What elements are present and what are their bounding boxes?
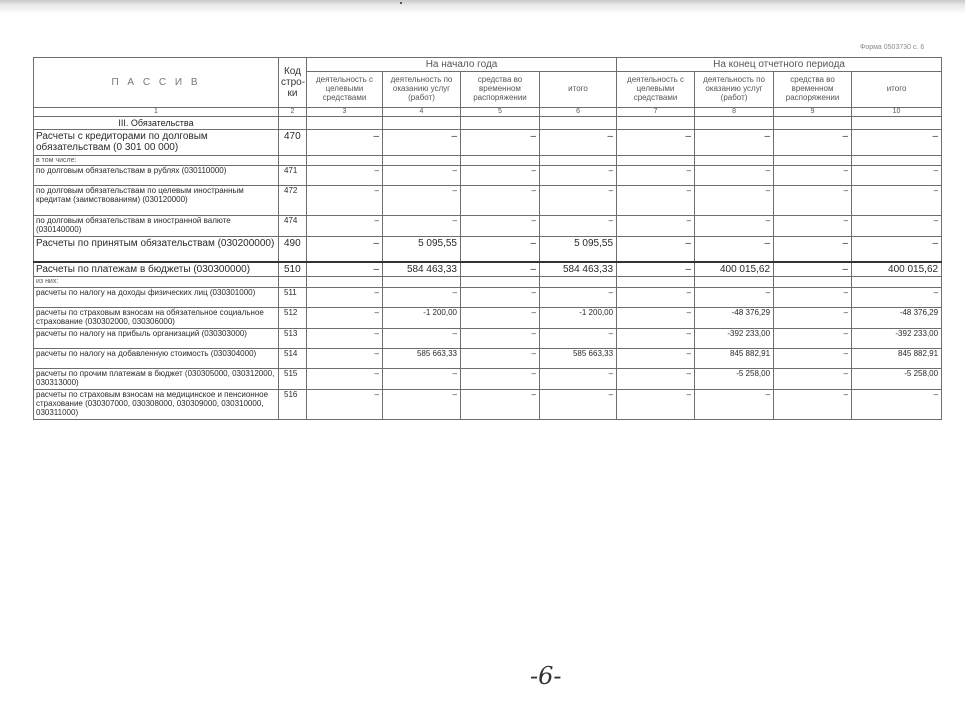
row-code: 490 <box>279 237 307 262</box>
cell-value: – <box>774 186 852 216</box>
cell-value <box>617 155 695 166</box>
cell-value: – <box>617 237 695 262</box>
cell-value: – <box>774 348 852 368</box>
cell-value: – <box>540 216 617 237</box>
cell-value <box>461 155 540 166</box>
cell-value: – <box>617 130 695 155</box>
cell-value: – <box>461 166 540 186</box>
cell-value <box>540 117 617 130</box>
end-of-period-header: На конец отчетного периода <box>617 58 942 72</box>
cell-value: – <box>461 237 540 262</box>
cell-value <box>774 155 852 166</box>
col-services-end: деятельность по оказанию услуг (работ) <box>695 72 774 108</box>
cell-value: 400 015,62 <box>695 262 774 277</box>
cell-value: – <box>774 237 852 262</box>
cell-value: – <box>383 328 461 348</box>
cell-value <box>617 117 695 130</box>
cell-value: – <box>307 130 383 155</box>
cell-value: 400 015,62 <box>852 262 942 277</box>
page-number: -6- <box>530 662 562 690</box>
row-label: Расчеты по принятым обязательствам (030200000) <box>34 237 279 262</box>
cell-value: – <box>383 389 461 419</box>
cell-value: -1 200,00 <box>383 307 461 328</box>
col-total-end: итого <box>852 72 942 108</box>
liabilities-table <box>33 57 942 420</box>
cell-value: – <box>461 287 540 307</box>
row-code: 472 <box>279 186 307 216</box>
cell-value: – <box>774 328 852 348</box>
table-row <box>34 307 942 328</box>
cell-value: – <box>852 130 942 155</box>
column-number: 6 <box>540 108 617 117</box>
row-label: в том числе: <box>34 155 279 166</box>
table-body <box>34 117 942 420</box>
cell-value: 585 663,33 <box>540 348 617 368</box>
cell-value: – <box>540 186 617 216</box>
column-number: 4 <box>383 108 461 117</box>
cell-value: 584 463,33 <box>383 262 461 277</box>
cell-value: – <box>383 287 461 307</box>
col-target-start: деятельность с целевыми средствами <box>307 72 383 108</box>
column-number: 9 <box>774 108 852 117</box>
cell-value: -48 376,29 <box>852 307 942 328</box>
row-code: 512 <box>279 307 307 328</box>
cell-value: – <box>695 130 774 155</box>
cell-value: – <box>617 186 695 216</box>
cell-value: – <box>617 307 695 328</box>
table-row <box>34 155 942 166</box>
cell-value: -392 233,00 <box>695 328 774 348</box>
cell-value: – <box>461 368 540 389</box>
cell-value <box>461 117 540 130</box>
scan-shadow <box>0 0 965 20</box>
table-row <box>34 166 942 186</box>
cell-value: – <box>307 307 383 328</box>
cell-value: – <box>774 262 852 277</box>
column-number: 1 <box>34 108 279 117</box>
cell-value: – <box>540 368 617 389</box>
table-row <box>34 237 942 262</box>
row-label: расчеты по прочим платежам в бюджет (030305000, 030312000, 030313000) <box>34 368 279 389</box>
cell-value: – <box>617 166 695 186</box>
cell-value: – <box>617 328 695 348</box>
cell-value: 845 882,91 <box>852 348 942 368</box>
row-label: расчеты по страховым взносам на обязательное социальное страхование (030302000, 030306000) <box>34 307 279 328</box>
cell-value: – <box>617 368 695 389</box>
cell-value <box>307 155 383 166</box>
cell-value: – <box>307 237 383 262</box>
cell-value: – <box>461 130 540 155</box>
cell-value: – <box>383 166 461 186</box>
cell-value: – <box>307 186 383 216</box>
cell-value: – <box>461 307 540 328</box>
col-temp-end: средства во временном распоряжении <box>774 72 852 108</box>
row-code: 471 <box>279 166 307 186</box>
cell-value: – <box>307 166 383 186</box>
cell-value: – <box>695 186 774 216</box>
cell-value <box>617 277 695 288</box>
table-row <box>34 328 942 348</box>
cell-value: -5 258,00 <box>852 368 942 389</box>
row-label: Расчеты с кредиторами по долговым обязательствам (0 301 00 000) <box>34 130 279 155</box>
row-code <box>279 117 307 130</box>
table-row <box>34 262 942 277</box>
cell-value <box>540 155 617 166</box>
cell-value: – <box>852 166 942 186</box>
cell-value: – <box>852 287 942 307</box>
cell-value <box>774 117 852 130</box>
column-number: 2 <box>279 108 307 117</box>
table-row <box>34 277 942 288</box>
cell-value: – <box>461 262 540 277</box>
cell-value: 5 095,55 <box>383 237 461 262</box>
row-code <box>279 155 307 166</box>
row-label: по долговым обязательствам в рублях (030110000) <box>34 166 279 186</box>
cell-value: – <box>852 216 942 237</box>
cell-value: – <box>695 389 774 419</box>
scan-dot <box>400 2 402 4</box>
cell-value <box>383 277 461 288</box>
row-label: по долговым обязательствам по целевым иностранным кредитам (заимствованиям) (030120000) <box>34 186 279 216</box>
cell-value: – <box>307 262 383 277</box>
cell-value: -5 258,00 <box>695 368 774 389</box>
cell-value <box>852 155 942 166</box>
cell-value: – <box>695 237 774 262</box>
cell-value: – <box>617 262 695 277</box>
cell-value: – <box>617 287 695 307</box>
cell-value <box>852 117 942 130</box>
cell-value: – <box>461 348 540 368</box>
cell-value: -392 233,00 <box>852 328 942 348</box>
cell-value: – <box>774 216 852 237</box>
row-code: 514 <box>279 348 307 368</box>
row-code: 474 <box>279 216 307 237</box>
form-code: Форма 0503730 с. 6 <box>860 44 925 51</box>
cell-value <box>540 277 617 288</box>
column-number: 8 <box>695 108 774 117</box>
col-total-start: итого <box>540 72 617 108</box>
row-label: по долговым обязательствам в иностранной валюте (030140000) <box>34 216 279 237</box>
cell-value: – <box>307 368 383 389</box>
cell-value: – <box>540 130 617 155</box>
cell-value: – <box>307 389 383 419</box>
column-number: 7 <box>617 108 695 117</box>
cell-value: – <box>774 368 852 389</box>
cell-value: – <box>307 328 383 348</box>
column-number-row <box>34 108 942 117</box>
cell-value: – <box>540 287 617 307</box>
cell-value: – <box>852 186 942 216</box>
cell-value: – <box>307 287 383 307</box>
cell-value <box>695 155 774 166</box>
table-row <box>34 117 942 130</box>
cell-value: – <box>852 389 942 419</box>
row-code: 513 <box>279 328 307 348</box>
cell-value: – <box>461 216 540 237</box>
cell-value <box>852 277 942 288</box>
row-label: расчеты по налогу на доходы физических лиц (030301000) <box>34 287 279 307</box>
row-code: 516 <box>279 389 307 419</box>
table-row <box>34 186 942 216</box>
cell-value: – <box>307 216 383 237</box>
table-row <box>34 287 942 307</box>
cell-value: – <box>307 348 383 368</box>
cell-value: – <box>617 216 695 237</box>
cell-value: – <box>774 130 852 155</box>
cell-value <box>774 277 852 288</box>
cell-value: 585 663,33 <box>383 348 461 368</box>
cell-value: 845 882,91 <box>695 348 774 368</box>
col-services-start: деятельность по оказанию услуг (работ) <box>383 72 461 108</box>
cell-value: – <box>852 237 942 262</box>
row-code: 511 <box>279 287 307 307</box>
cell-value: – <box>617 389 695 419</box>
cell-value: – <box>540 166 617 186</box>
row-label: расчеты по налогу на добавленную стоимость (030304000) <box>34 348 279 368</box>
row-code: 510 <box>279 262 307 277</box>
cell-value: – <box>695 216 774 237</box>
cell-value: – <box>695 287 774 307</box>
col-target-end: деятельность с целевыми средствами <box>617 72 695 108</box>
row-label: Расчеты по платежам в бюджеты (030300000) <box>34 262 279 277</box>
cell-value: – <box>774 307 852 328</box>
cell-value <box>695 277 774 288</box>
row-label: расчеты по налогу на прибыль организаций (030303000) <box>34 328 279 348</box>
column-number: 5 <box>461 108 540 117</box>
row-code: 470 <box>279 130 307 155</box>
column-number: 10 <box>852 108 942 117</box>
col-temp-start: средства во временном распоряжении <box>461 72 540 108</box>
table-row <box>34 216 942 237</box>
cell-value: -1 200,00 <box>540 307 617 328</box>
cell-value: – <box>383 368 461 389</box>
cell-value: – <box>774 166 852 186</box>
row-code <box>279 277 307 288</box>
column-number: 3 <box>307 108 383 117</box>
cell-value: – <box>383 186 461 216</box>
cell-value <box>307 117 383 130</box>
cell-value <box>307 277 383 288</box>
table-row <box>34 389 942 419</box>
cell-value: – <box>540 389 617 419</box>
table-row <box>34 368 942 389</box>
cell-value <box>461 277 540 288</box>
cell-value <box>383 155 461 166</box>
table-row <box>34 348 942 368</box>
cell-value: 5 095,55 <box>540 237 617 262</box>
row-code-header: Код стро- ки <box>279 58 307 108</box>
row-label: III. Обязательства <box>34 117 279 130</box>
cell-value: – <box>461 186 540 216</box>
cell-value <box>695 117 774 130</box>
row-label: расчеты по страховым взносам на медицинское и пенсионное страхование (030307000, 030308000, 030309000, 030310000, 030311000) <box>34 389 279 419</box>
row-code: 515 <box>279 368 307 389</box>
cell-value: – <box>695 166 774 186</box>
cell-value: – <box>461 389 540 419</box>
passiv-header: П А С С И В <box>34 58 279 108</box>
row-label: из них: <box>34 277 279 288</box>
cell-value: – <box>774 287 852 307</box>
cell-value: 584 463,33 <box>540 262 617 277</box>
cell-value: -48 376,29 <box>695 307 774 328</box>
cell-value: – <box>461 328 540 348</box>
cell-value: – <box>774 389 852 419</box>
cell-value: – <box>383 216 461 237</box>
cell-value <box>383 117 461 130</box>
cell-value: – <box>383 130 461 155</box>
cell-value: – <box>540 328 617 348</box>
start-of-year-header: На начало года <box>307 58 617 72</box>
cell-value: – <box>617 348 695 368</box>
table-row <box>34 130 942 155</box>
